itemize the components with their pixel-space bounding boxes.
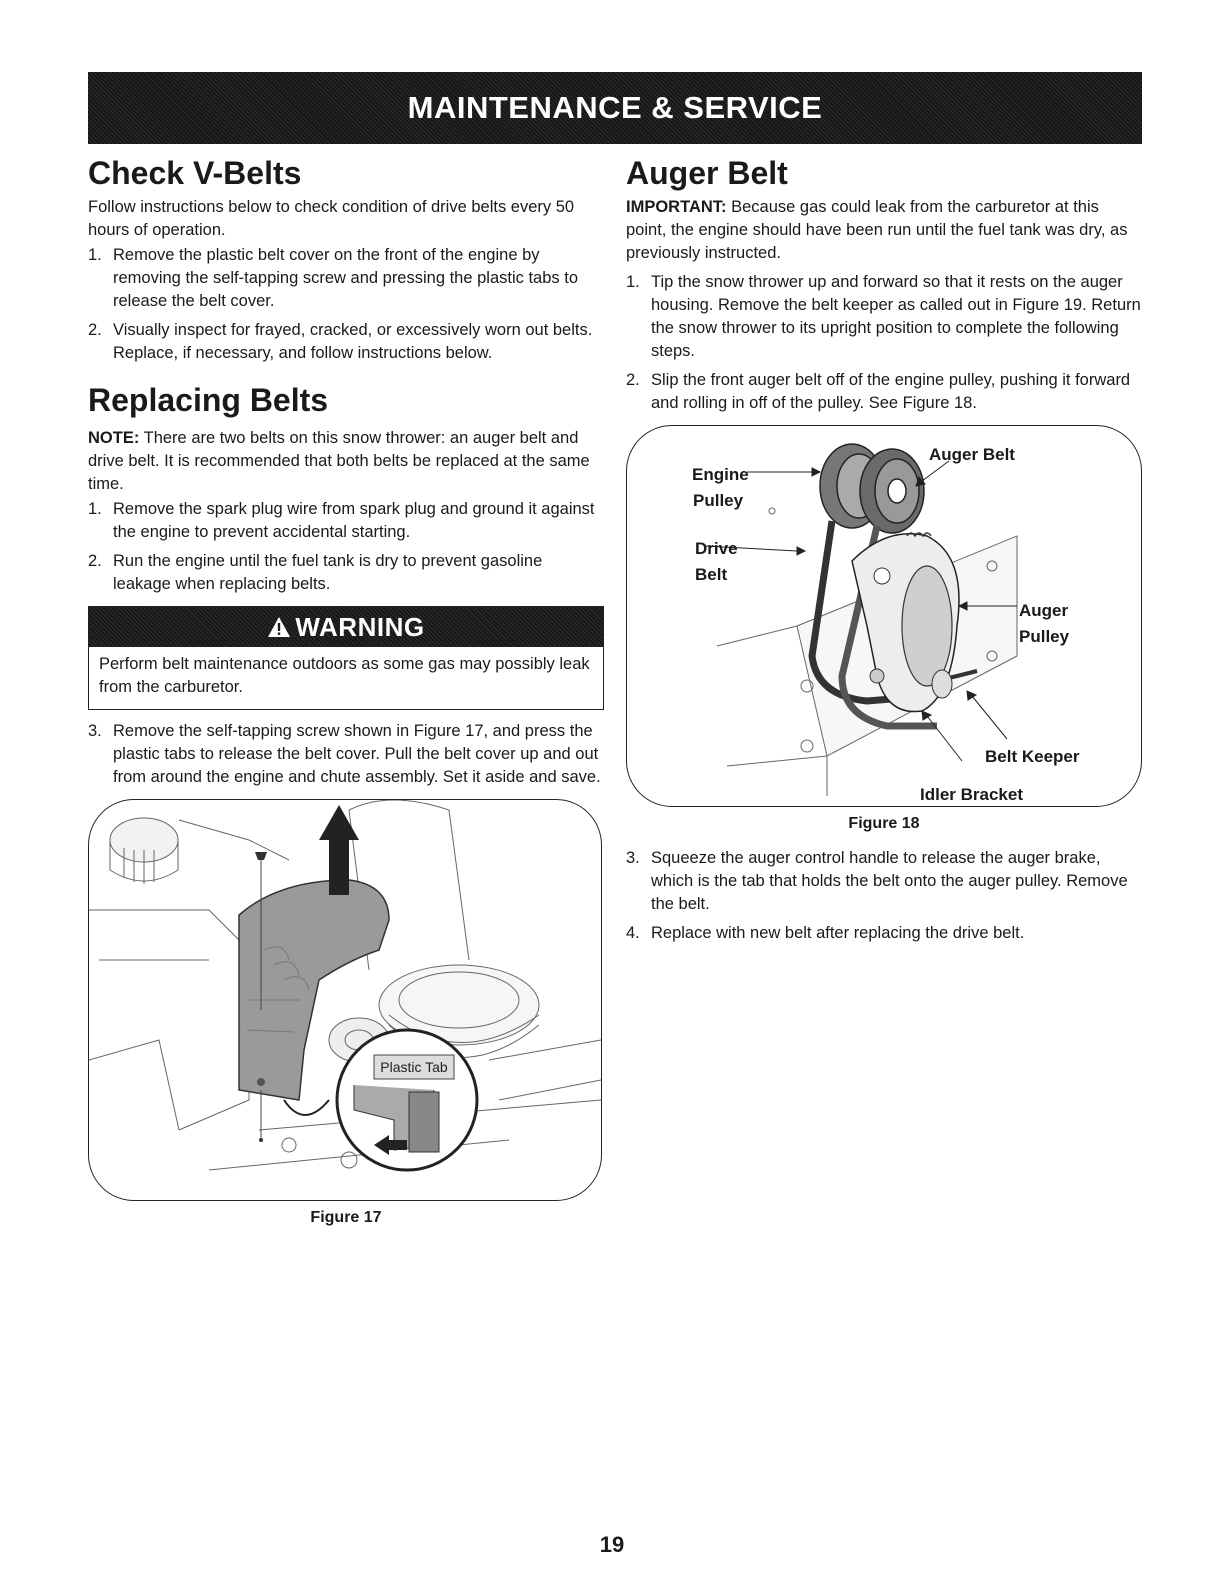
check-vbelts-intro: Follow instructions below to check condition of drive belts every 50 hours of operation. (88, 198, 575, 239)
auger-belt-important: IMPORTANT: Because gas could leak from the carburetor at this point, the engine should have been run until the fuel tank was dry, as previously instructed. (626, 198, 1128, 262)
left-column (88, 154, 604, 1227)
auger-belt-heading: Auger Belt (626, 155, 788, 191)
warning-title: WARNING (295, 611, 425, 642)
drive-belt-label: Belt (695, 565, 728, 584)
list-item: 3. Squeeze the auger control handle to release the auger brake, which is the tab that holds the belt onto the auger pulley. Remove the belt. (626, 849, 1128, 913)
belt-keeper-label: Belt Keeper (985, 747, 1080, 766)
list-item: 1. Remove the spark plug wire from spark plug and ground it against the engine to prevent accidental starting. (88, 500, 595, 541)
list-item: 1. Tip the snow thrower up and forward so that it rests on the auger housing. Remove the belt keeper as called out in Figure 19. Return the snow thrower to its upright position to complete the following steps. (626, 273, 1141, 360)
auger-label: Auger (1019, 601, 1069, 620)
check-vbelts-steps (88, 244, 604, 365)
figure-18 (626, 425, 1142, 807)
auger-belt-label: Auger Belt (929, 445, 1015, 464)
auger-pulley-label: Pulley (1019, 627, 1070, 646)
list-item: 3. Remove the self-tapping screw shown in Figure 17, and press the plastic tabs to release the belt cover. Pull the belt cover up and out from around the engine and chute assembly. Set it aside and save. (88, 722, 601, 786)
warning-header (89, 607, 603, 647)
engine-label: Engine (692, 465, 749, 484)
warning-text: Perform belt maintenance outdoors as some gas may possibly leak from the carburetor. (99, 655, 590, 696)
check-vbelts-heading: Check V-Belts (88, 155, 302, 191)
figure-17-illustration (89, 800, 601, 1200)
section-banner (88, 72, 1142, 144)
right-column (626, 154, 1142, 945)
replacing-belts-heading: Replacing Belts (88, 382, 329, 418)
figure-18-illustration (627, 426, 1141, 806)
idler-bracket-label: Idler Bracket (920, 785, 1023, 804)
figure-18-caption: Figure 18 (848, 815, 920, 832)
warning-box (88, 606, 604, 710)
list-item: 2. Slip the front auger belt off of the engine pulley, pushing it forward and rolling in off of the pulley. See Figure 18. (626, 371, 1131, 412)
list-item: 2. Run the engine until the fuel tank is dry to prevent gasoline leakage when replacing belts. (88, 552, 543, 593)
list-item: 4. Replace with new belt after replacing the drive belt. (626, 924, 1025, 942)
figure-17 (88, 799, 602, 1201)
plastic-tab-callout: Plastic Tab (380, 1059, 448, 1075)
figure-17-caption: Figure 17 (310, 1209, 382, 1226)
replacing-belts-steps (88, 498, 604, 596)
auger-belt-steps-after (626, 847, 1142, 945)
list-item: 1. Remove the plastic belt cover on the front of the engine by removing the self-tapping screw and pressing the plastic tabs to release the belt cover. (88, 246, 578, 310)
replacing-belts-step3 (88, 720, 604, 789)
auger-belt-steps (626, 271, 1142, 415)
page-number: 19 (599, 1532, 625, 1557)
drive-label: Drive (695, 539, 738, 558)
warning-triangle-icon (267, 616, 291, 638)
list-item: 2. Visually inspect for frayed, cracked, or excessively worn out belts. Replace, if necessary, and follow instructions below. (88, 321, 593, 362)
engine-pulley-label: Pulley (693, 491, 744, 510)
replacing-belts-note: NOTE: There are two belts on this snow thrower: an auger belt and drive belt. It is recommended that both belts be replaced at the same time. (88, 429, 590, 493)
section-title: MAINTENANCE & SERVICE (407, 90, 823, 125)
